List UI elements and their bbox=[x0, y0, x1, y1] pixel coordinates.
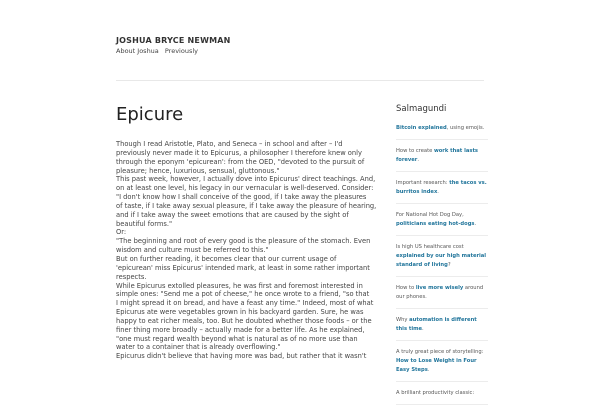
post-content bbox=[116, 140, 378, 361]
sidebar-item-link[interactable]: live more wisely bbox=[415, 285, 464, 291]
sidebar-item-link[interactable]: How to Lose Weight in Four Easy Steps bbox=[396, 358, 477, 373]
post-line: This past week, however, I actually dove into Epicurus' direct teachings. And, bbox=[116, 175, 376, 184]
post-line: respects. bbox=[116, 272, 147, 281]
post-line: "The beginning and root of every good is the pleasure of the stomach. Even bbox=[116, 237, 371, 246]
sidebar-item-text: . bbox=[417, 157, 420, 163]
post-line: Epicurus ate were vegetables grown in his backyard garden. Sure, he was bbox=[116, 308, 364, 317]
sidebar-item-text: , using emojis. bbox=[446, 125, 485, 131]
sidebar-item-link[interactable]: explained by our high material standard of living bbox=[396, 253, 487, 268]
sidebar-item-text: . bbox=[427, 367, 430, 373]
post-line: simple ones: "Send me a pot of cheese," he once wrote to a friend, "so that bbox=[116, 290, 370, 299]
sidebar-item bbox=[396, 179, 488, 204]
sidebar-item-text: around our phones. bbox=[396, 285, 484, 300]
post-line: Or: bbox=[116, 228, 127, 237]
post-line: finer thing more broadly – actually made for a better life. As he explained, bbox=[116, 325, 365, 334]
sidebar-item bbox=[396, 389, 488, 405]
post-line: through the eponym 'epicurean': from the OED, "devoted to the pursuit of bbox=[116, 157, 365, 166]
post-line: But on further reading, it becomes clear that our current usage of bbox=[116, 254, 337, 263]
sidebar-item bbox=[396, 124, 488, 140]
sidebar-item bbox=[396, 147, 488, 172]
post-line: 'epicurean' miss Epicurus' intended mark, at least in some rather important bbox=[116, 263, 370, 272]
post-line: previously never made it to Epicurus, a philosopher I therefore knew only bbox=[116, 148, 362, 157]
sidebar-list bbox=[396, 124, 488, 405]
post-line: of taste, if I take away sexual pleasure, if I take away the pleasure of hearing, bbox=[116, 201, 377, 210]
sidebar-item-link[interactable]: Bitcoin explained bbox=[396, 125, 447, 131]
post-line: "one must regard wealth beyond what is natural as of no more use than bbox=[116, 334, 358, 343]
post-line: I might spread it on bread, and have a feast any time." Indeed, most of what bbox=[116, 299, 374, 308]
sidebar-item-text: Why bbox=[396, 317, 410, 323]
sidebar-item-text: For National Hot Dog Day, bbox=[396, 212, 464, 218]
post-title: Epicure bbox=[116, 104, 184, 125]
header-divider bbox=[116, 80, 484, 81]
sidebar-item-link[interactable]: politicians eating hot-dogs bbox=[396, 221, 475, 227]
site-title[interactable]: JOSHUA BRYCE NEWMAN bbox=[116, 36, 231, 45]
post-line: on at least one level, his legacy in our vernacular is well-deserved. Consider: bbox=[116, 184, 374, 193]
post-line: "I don't know how I shall conceive of the good, if I take away the pleasures bbox=[116, 193, 367, 202]
sidebar-item bbox=[396, 284, 488, 309]
sidebar-item-text: A brilliant productivity classic: bbox=[396, 390, 475, 396]
sidebar-item-text: Important research: bbox=[396, 180, 450, 186]
post-line: While Epicurus extolled pleasures, he was first and foremost interested in bbox=[116, 281, 363, 290]
sidebar-item bbox=[396, 243, 488, 277]
sidebar-item-text: . bbox=[422, 326, 424, 332]
sidebar-item-text: A truly great piece of storytelling: bbox=[396, 349, 484, 355]
post-line: and if I take away the sweet emotions that are caused by the sight of bbox=[116, 210, 349, 219]
sidebar-item-link[interactable]: work that lasts forever bbox=[396, 148, 479, 163]
sidebar-item-text: How to create bbox=[396, 148, 434, 154]
post-line: water to a container that is already overflowing." bbox=[116, 343, 281, 352]
sidebar-item-text: Is high US healthcare cost bbox=[396, 244, 464, 250]
post-line: Epicurus didn't believe that having more was bad, but rather that it wasn't bbox=[116, 352, 367, 361]
sidebar-item bbox=[396, 211, 488, 236]
sidebar-item-link[interactable]: the tacos vs. burritos index bbox=[396, 180, 487, 195]
nav-previously[interactable]: Previously bbox=[164, 47, 198, 55]
sidebar-item-text: How to bbox=[396, 285, 416, 291]
sidebar bbox=[396, 104, 488, 412]
post-line: happy to eat richer meals, too. But he doubted whether those foods – or the bbox=[116, 316, 372, 325]
sidebar-item-text: . bbox=[437, 189, 439, 195]
sidebar-item-link[interactable]: automation is different this time bbox=[396, 317, 477, 332]
post-line: Though I read Aristotle, Plato, and Seneca – in school and after – I'd bbox=[116, 140, 343, 148]
post-line: beautiful forms." bbox=[116, 219, 173, 228]
sidebar-title: Salmagundi bbox=[396, 104, 447, 114]
sidebar-item-text: ? bbox=[447, 262, 451, 268]
post-line: wisdom and culture must be referred to this." bbox=[116, 246, 269, 255]
sidebar-item bbox=[396, 316, 488, 341]
site-nav bbox=[116, 47, 202, 55]
post-line: pleasure; hence, luxurious, sensual, gluttonous." bbox=[116, 166, 280, 175]
sidebar-item bbox=[396, 348, 488, 382]
sidebar-item-text: . bbox=[474, 221, 477, 227]
nav-about-joshua[interactable]: About Joshua bbox=[116, 47, 159, 55]
